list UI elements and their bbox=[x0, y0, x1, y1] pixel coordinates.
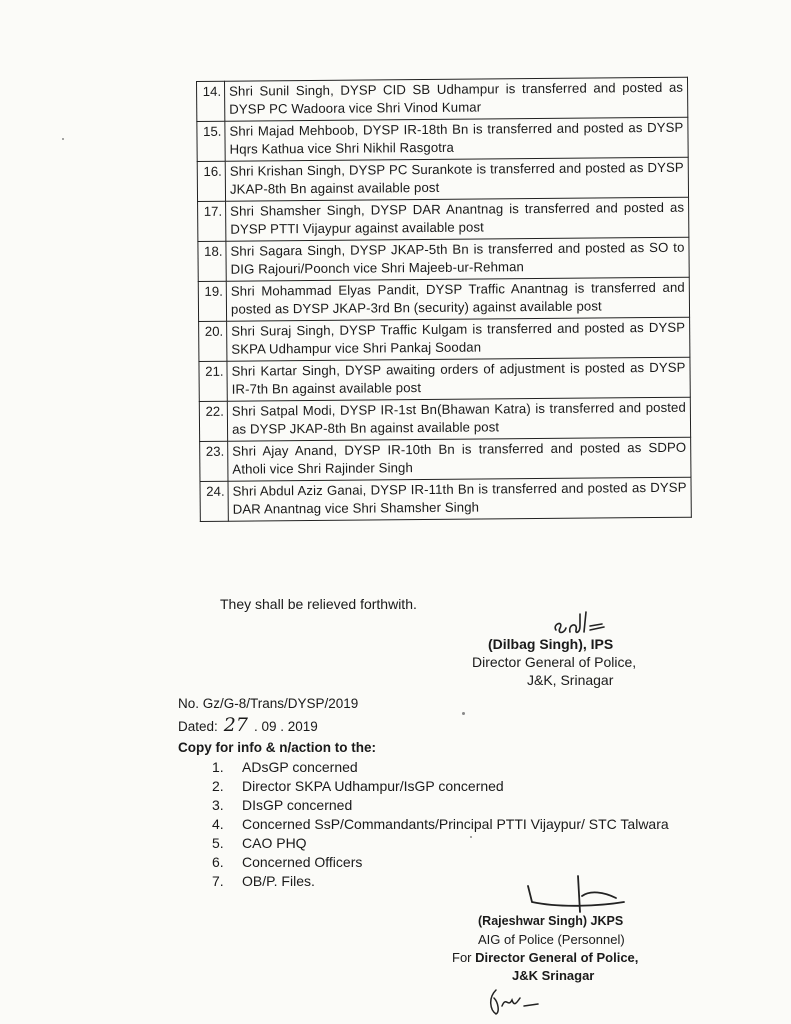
order-number: 15. bbox=[197, 121, 225, 161]
list-item-text: Concerned SsP/Commandants/Principal PTTI Vijaypur/ STC Talwara bbox=[242, 816, 669, 832]
table-row bbox=[197, 77, 688, 121]
order-text: Shri Sunil Singh, DYSP CID SB Udhampur is transferred and posted as DYSP PC Wadoora vice Shri Vinod Kumar bbox=[225, 77, 688, 121]
order-number: 20. bbox=[199, 321, 227, 361]
table-row bbox=[200, 477, 691, 521]
list-item-text: CAO PHQ bbox=[242, 835, 307, 851]
handwritten-initial-icon bbox=[486, 984, 546, 1018]
order-number: 17. bbox=[198, 201, 226, 241]
distribution-list bbox=[212, 758, 712, 891]
order-text: Shri Abdul Aziz Ganai, DYSP IR-11th Bn is transferred and posted as DYSP DAR Anantnag vice Shri Shamsher Singh bbox=[228, 477, 691, 521]
list-item-number: 7. bbox=[212, 873, 224, 889]
order-text: Shri Ajay Anand, DYSP IR-10th Bn is transferred and posted as SDPO Atholi vice Shri Rajinder Singh bbox=[228, 437, 691, 481]
order-text: Shri Mohammad Elyas Pandit, DYSP Traffic Anantnag is transferred and posted as DYSP JKAP-3rd Bn (security) against available post bbox=[226, 277, 689, 321]
order-text: Shri Kartar Singh, DYSP awaiting orders of adjustment is posted as DYSP IR-7th Bn against available post bbox=[227, 357, 690, 401]
order-text: Shri Satpal Modi, DYSP IR-1st Bn(Bhawan Katra) is transferred and posted as DYSP JKAP-8th Bn against available post bbox=[227, 397, 690, 441]
dg-title: Director General of Police, bbox=[472, 654, 637, 670]
table-row bbox=[199, 397, 690, 441]
order-number-reference: No. Gz/G-8/Trans/DYSP/2019 bbox=[178, 696, 359, 711]
order-text: Shri Sagara Singh, DYSP JKAP-5th Bn is transferred and posted as SO to DIG Rajouri/Poonch vice Shri Majeeb-ur-Rehman bbox=[226, 237, 689, 281]
order-number: 16. bbox=[197, 161, 225, 201]
list-item-text: DIsGP concerned bbox=[242, 797, 353, 813]
order-number: 24. bbox=[200, 481, 228, 521]
copy-heading: Copy for info & n/action to the: bbox=[178, 740, 376, 755]
relieve-statement: They shall be relieved forthwith. bbox=[220, 596, 417, 612]
list-item bbox=[212, 853, 712, 872]
list-item-text: ADsGP concerned bbox=[242, 759, 358, 775]
scan-speck bbox=[470, 836, 472, 838]
table-row bbox=[200, 437, 691, 481]
list-item-number: 1. bbox=[212, 759, 224, 775]
dg-place: J&K, Srinagar bbox=[527, 672, 614, 688]
table-row bbox=[199, 357, 690, 401]
table-row bbox=[198, 237, 689, 281]
list-item bbox=[212, 834, 712, 853]
list-item-number: 3. bbox=[212, 797, 224, 813]
list-item-number: 5. bbox=[212, 835, 224, 851]
order-text: Shri Majad Mehboob, DYSP IR-18th Bn is transferred and posted as DYSP Hqrs Kathua vice Shri Nikhil Rasgotra bbox=[225, 117, 688, 161]
table-row bbox=[199, 317, 690, 361]
list-item bbox=[212, 777, 712, 796]
order-number: 18. bbox=[198, 241, 226, 281]
table-row bbox=[197, 157, 688, 201]
list-item bbox=[212, 758, 712, 777]
list-item bbox=[212, 815, 712, 834]
aig-title: AIG of Police (Personnel) bbox=[478, 932, 625, 947]
list-item-text: Director SKPA Udhampur/IsGP concerned bbox=[242, 778, 504, 794]
aig-name: (Rajeshwar Singh) JKPS bbox=[478, 914, 624, 928]
order-number: 21. bbox=[199, 361, 227, 401]
table-row bbox=[198, 277, 689, 321]
aig-place: J&K Srinagar bbox=[512, 968, 595, 983]
order-number: 19. bbox=[198, 281, 226, 321]
dg-name: (Dilbag Singh), IPS bbox=[488, 636, 614, 652]
list-item-number: 4. bbox=[212, 816, 224, 832]
list-item-number: 6. bbox=[212, 854, 224, 870]
date-day-handwritten: 27 bbox=[223, 714, 248, 736]
list-item bbox=[212, 796, 712, 815]
aig-signature-icon bbox=[520, 872, 630, 920]
aig-for-line bbox=[452, 950, 638, 965]
date-label: Dated: bbox=[178, 719, 218, 734]
scan-speck bbox=[62, 138, 64, 140]
order-number: 14. bbox=[197, 81, 225, 121]
order-number: 23. bbox=[200, 441, 228, 481]
table-row bbox=[198, 197, 689, 241]
scan-speck bbox=[462, 712, 465, 715]
transfer-orders-table bbox=[196, 77, 692, 522]
aig-for-office: Director General of Police, bbox=[475, 950, 639, 965]
dg-signature-icon bbox=[550, 608, 610, 638]
order-number: 22. bbox=[199, 401, 227, 441]
list-item-number: 2. bbox=[212, 778, 224, 794]
order-text: Shri Suraj Singh, DYSP Traffic Kulgam is transferred and posted as DYSP SKPA Udhampur vice Shri Pankaj Soodan bbox=[227, 317, 690, 361]
date-line bbox=[178, 714, 318, 736]
list-item bbox=[212, 872, 712, 891]
list-item-text: Concerned Officers bbox=[242, 854, 363, 870]
table-row bbox=[197, 117, 688, 161]
order-text: Shri Krishan Singh, DYSP PC Surankote is transferred and posted as DYSP JKAP-8th Bn against available post bbox=[225, 157, 688, 201]
date-month-year: . 09 . 2019 bbox=[253, 719, 318, 734]
order-text: Shri Shamsher Singh, DYSP DAR Anantnag is transferred and posted as DYSP PTTI Vijaypur against available post bbox=[226, 197, 689, 241]
aig-for-prefix: For bbox=[452, 950, 476, 965]
list-item-text: OB/P. Files. bbox=[242, 873, 315, 889]
